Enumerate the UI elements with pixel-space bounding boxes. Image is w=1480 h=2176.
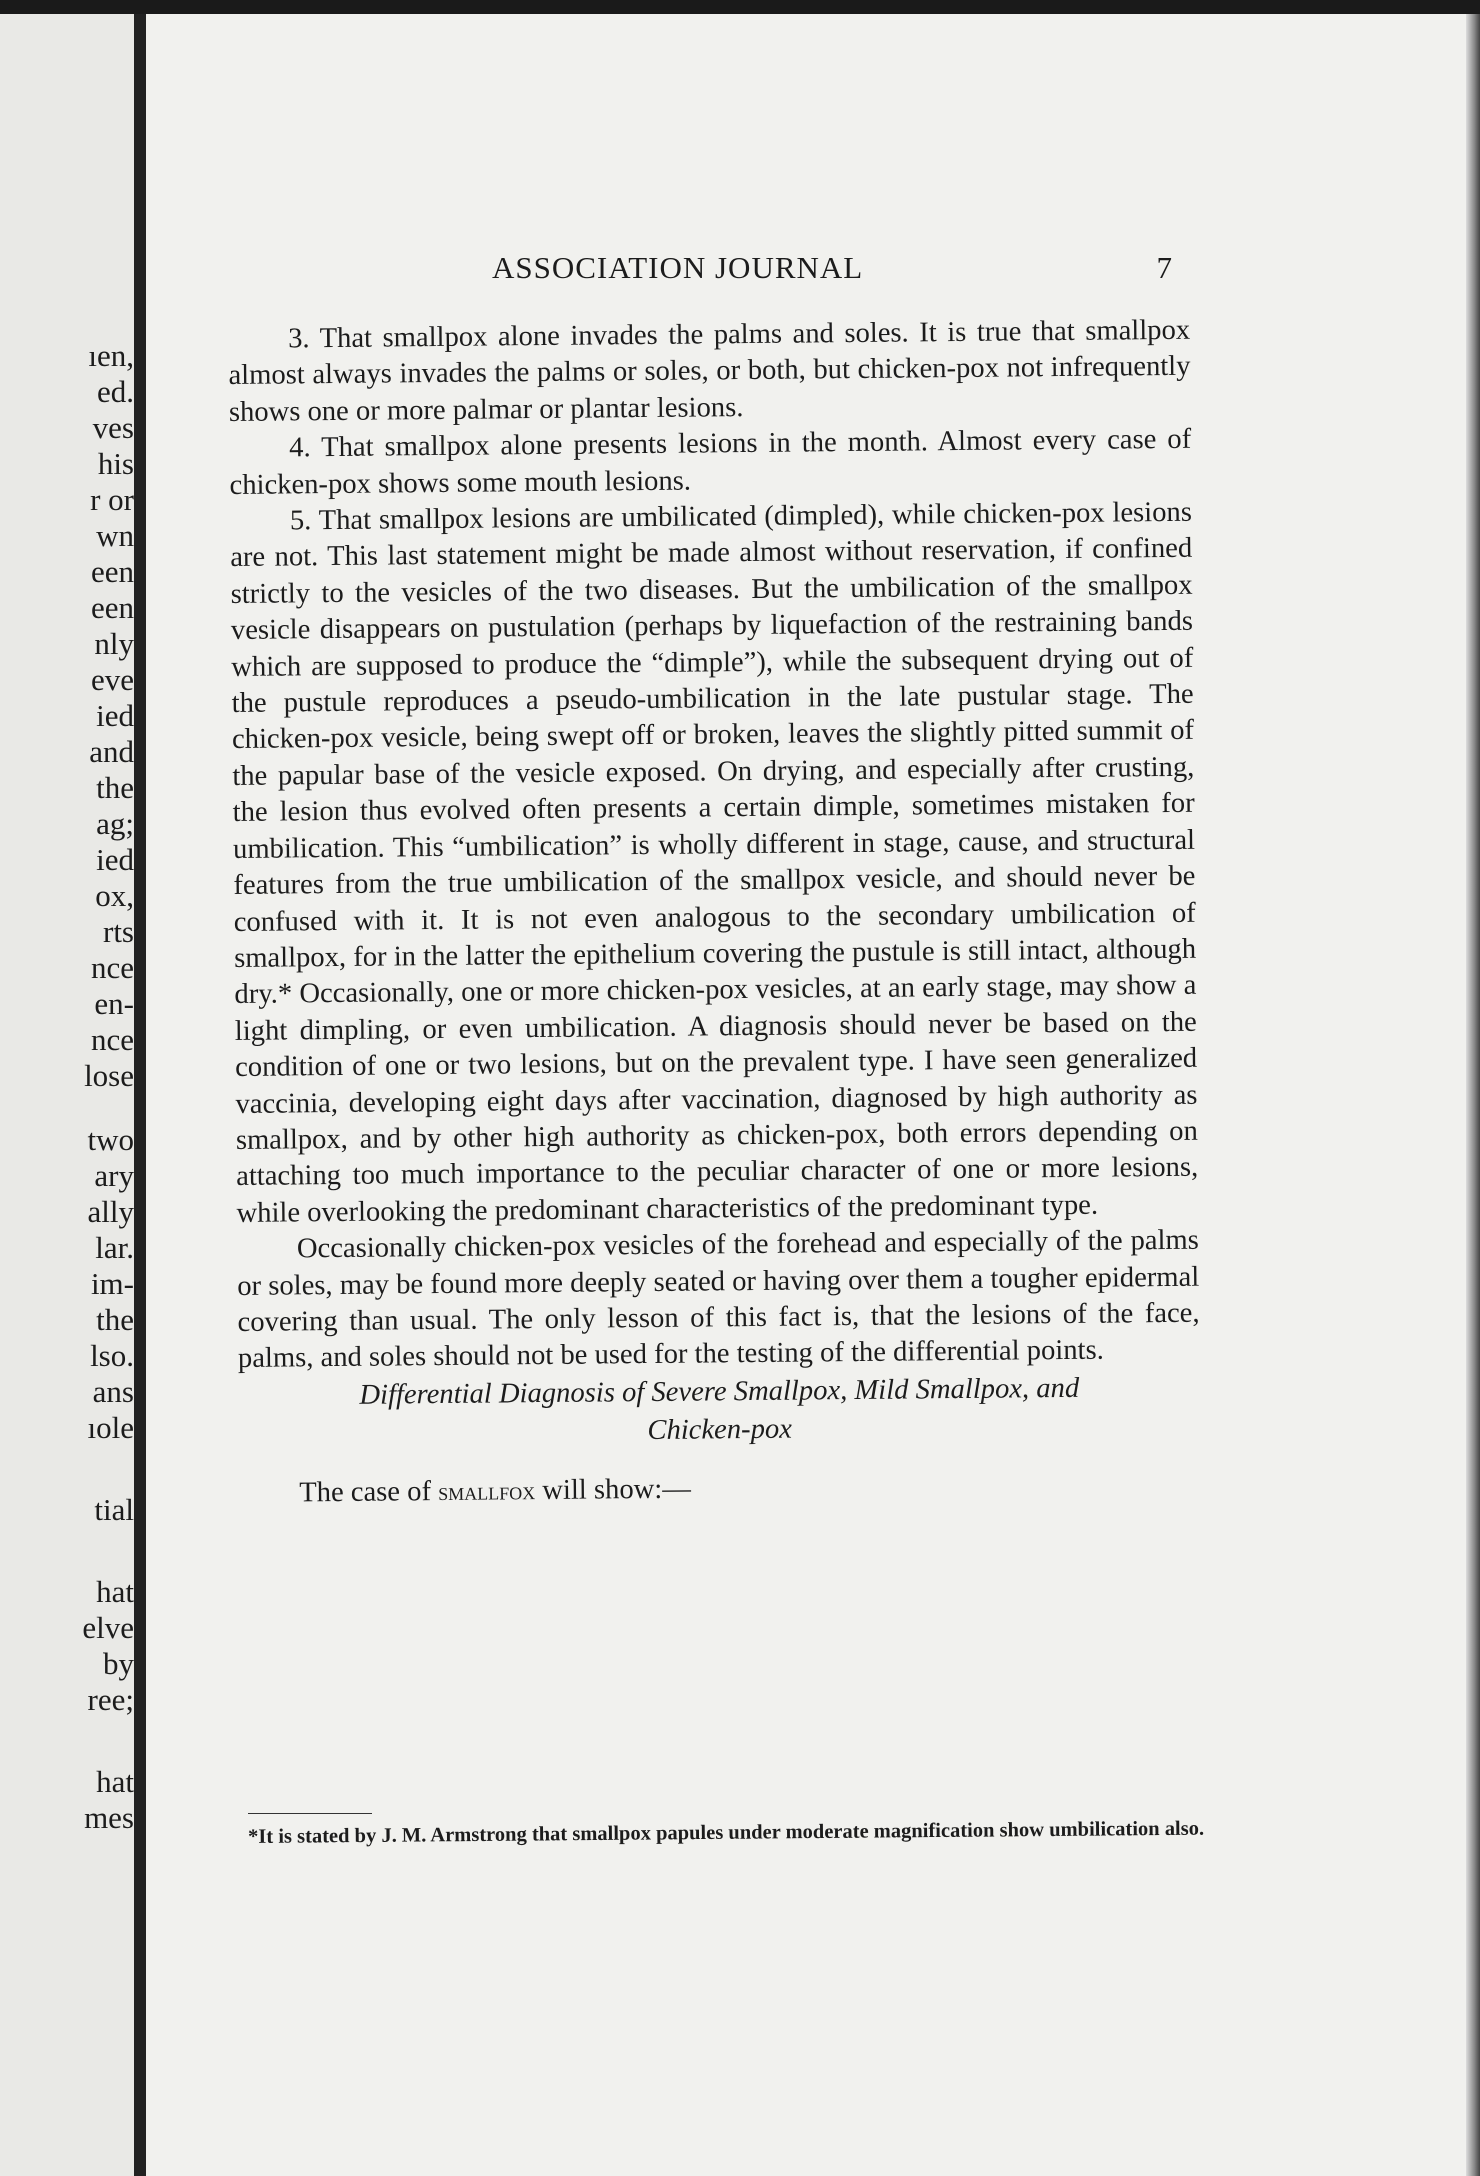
facing-page-text-fragment: en- (94, 986, 134, 1021)
paragraph: Occasionally chicken-pox vesicles of the forehead and especially of the palms or soles, may be found more deeply seated or having over them a tougher epidermal covering than usual. The only lesson of this fact is, that the lesions of the face, palms, and soles should not be used for the testing of the differential points. (237, 1224, 1200, 1375)
facing-page-text-fragment: ıole (87, 1410, 134, 1445)
facing-page-text-fragment: im- (90, 1266, 134, 1301)
facing-page-text-fragment: eve (90, 662, 134, 697)
facing-page-text-fragment: wn (96, 518, 134, 553)
paragraph: 4. That smallpox alone presents lesions in the month. Almost every case of chicken-pox shows some mouth lesions. (229, 423, 1192, 501)
facing-page-text-fragment: and (89, 734, 134, 769)
facing-page-text-fragment: lso. (90, 1338, 134, 1373)
facing-page-text-fragment: r or (90, 482, 134, 517)
paragraph: 3. That smallpox alone invades the palms and soles. It is true that smallpox almost always invades the palms or soles, or both, but chicken-pox not infrequently shows one or more palmar or plantar lesions. (228, 314, 1191, 428)
section-heading-line: Chicken-pox (647, 1413, 793, 1446)
facing-page-text-fragment: ree; (87, 1682, 134, 1717)
scan-top-border (0, 0, 1480, 14)
facing-page-text-fragment: rts (103, 914, 134, 949)
page-gutter (134, 14, 146, 2176)
footnote: *It is stated by J. M. Armstrong that smallpox papules under moderate magnification show umbilication also. (248, 1817, 1205, 1848)
facing-page-text-fragment: een (90, 590, 134, 625)
section-heading (238, 1368, 1201, 1453)
facing-page-text-fragment: ıen, (88, 338, 134, 373)
paragraph: 5. That smallpox lesions are umbilicated (dimpled), while chicken-pox lesions are not. This last statement might be made almost without reservation, if confined strictly to the vesicles of the two diseases. But the umbilication of the smallpox vesicle disappears on pustulation (perhaps by liquefaction of the restraining bands which are supposed to produce the “dimple”), while the subsequent drying out of the pustule reproduces a pseudo-umbilication in the late pustular stage. The chicken-pox vesicle, being swept off or broken, leaves the slightly pitted summit of the papular base of the vesicle exposed. On drying, and especially after crusting, the lesion thus evolved often presents a certain dimple, sometimes mistaken for umbilication. This “umbilication” is wholly different in stage, cause, and structural features from the true umbilication of the smallpox vesicle, and should never be confused with it. It is not even analogous to the secondary umbilication of smallpox, for in the latter the epithelium covering the pustule is still intact, although dry.* Occasionally, one or more chicken-pox vesicles, at an early stage, may show a light dimpling, or even umbilication. A diagnosis should never be based on the condition of one or two lesions, but on the prevalent type. I have seen generalized vaccinia, developing eight days after vaccination, diagnosed by high authority as smallpox, and by other high authority as chicken-pox, both errors depending on attaching too much importance to the peculiar character of one or more lesions, while overlooking the predominant characteristics of the predominant type. (230, 496, 1199, 1229)
page-header (230, 250, 1190, 290)
facing-page-text-fragment: nce (90, 950, 134, 985)
facing-page-text-fragment: ans (92, 1374, 134, 1409)
facing-page-text-fragment: elve (82, 1610, 134, 1645)
facing-page-text-fragment: his (97, 446, 134, 481)
facing-page-text-fragment: ag; (96, 806, 134, 841)
facing-page-text-fragment: the (96, 770, 134, 805)
facing-page-text-fragment: lose (84, 1058, 134, 1093)
facing-page-text-fragment: nce (90, 1022, 134, 1057)
facing-page-text-fragment: ally (87, 1194, 134, 1229)
facing-page-text-fragment: tial (94, 1492, 134, 1527)
lead-smallcaps: smallfox (438, 1475, 536, 1506)
running-head: ASSOCIATION JOURNAL (492, 250, 864, 285)
footnote-rule (248, 1813, 372, 1814)
page-number: 7 (1156, 250, 1172, 285)
facing-page-text-fragment: ox, (95, 878, 134, 913)
facing-page-text-fragment: ied (96, 842, 134, 877)
facing-page-text-fragment: ied (96, 698, 134, 733)
facing-page-text-fragment: by (103, 1646, 134, 1681)
article-body (228, 313, 1201, 1512)
lead-text: The case of (299, 1475, 439, 1509)
facing-page-text-fragment: lar. (95, 1230, 134, 1265)
lead-text-end: will show:— (535, 1473, 692, 1506)
facing-page-text-fragment: ary (94, 1158, 134, 1193)
facing-page-text-fragment: hat (96, 1574, 134, 1609)
facing-page-text-fragment: hat (96, 1764, 134, 1799)
facing-page-text-fragment: mes (84, 1800, 134, 1835)
section-heading-line: Differential Diagnosis of Severe Smallpox, Mild Smallpox, and (359, 1372, 1080, 1411)
facing-page-text-fragment: the (96, 1302, 134, 1337)
facing-page-text-fragment: ves (92, 410, 134, 445)
facing-page-text-fragment: ed. (96, 374, 134, 409)
facing-page-text-fragment: two (87, 1122, 134, 1157)
lead-sentence (239, 1466, 1201, 1512)
facing-page-text-fragment: een (90, 554, 134, 589)
facing-page-fragment (0, 14, 138, 2176)
facing-page-text-fragment: nly (94, 626, 134, 661)
page-edge (1466, 14, 1480, 2176)
